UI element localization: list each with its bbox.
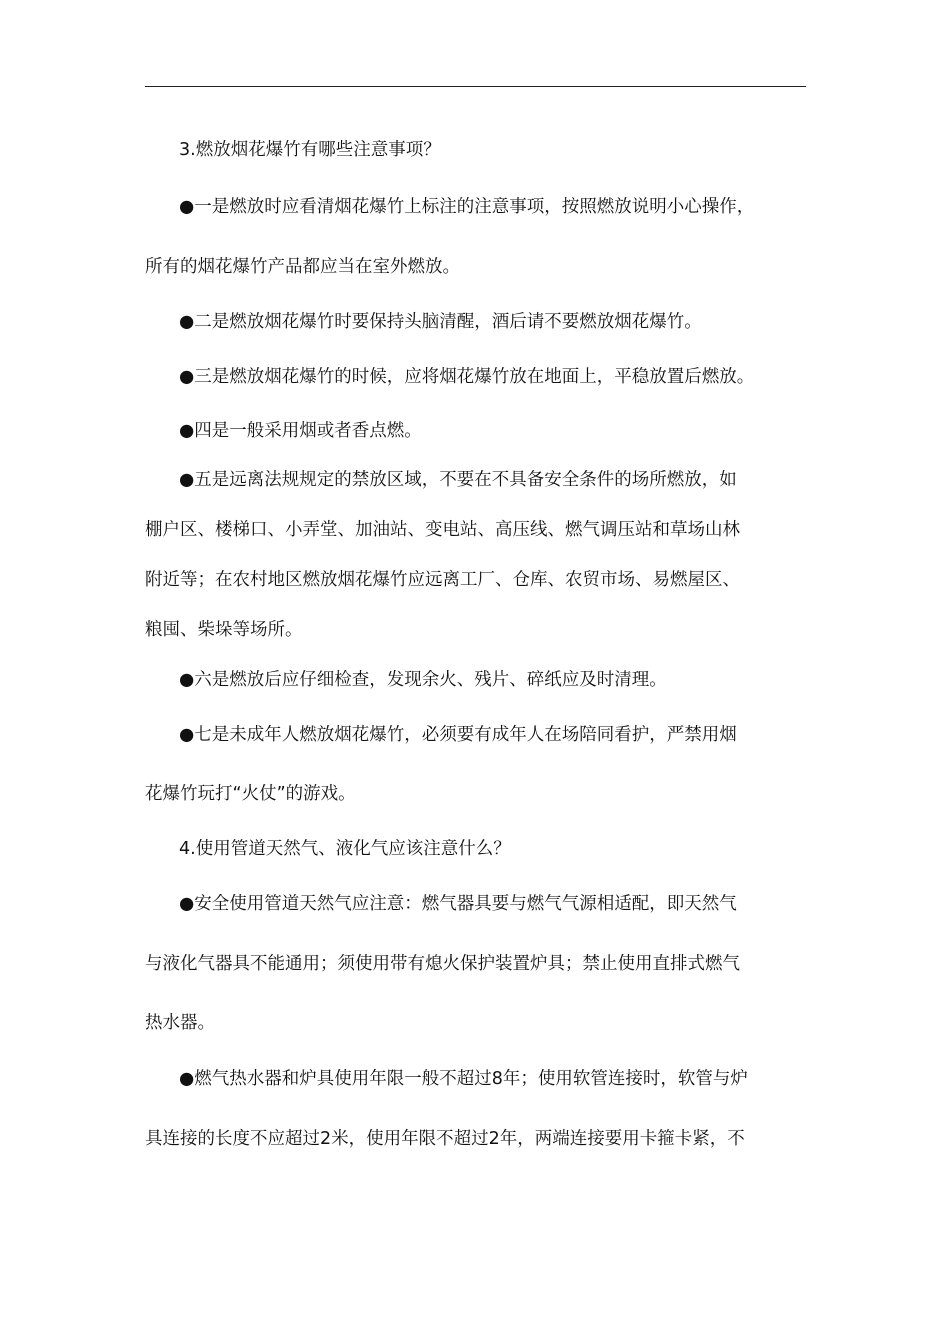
paragraph-line: ●五是远离法规规定的禁放区域，不要在不具备安全条件的场所燃放，如	[179, 470, 737, 490]
paragraph-line: 所有的烟花爆竹产品都应当在室外燃放。	[145, 257, 460, 277]
paragraph-line: ●四是一般采用烟或者香点燃。	[179, 421, 422, 441]
paragraph-line: 花爆竹玩打“火仗”的游戏。	[145, 784, 356, 804]
question-4-heading: 4.使用管道天然气、液化气应该注意什么？	[179, 839, 511, 859]
question-3-heading: 3.燃放烟花爆竹有哪些注意事项？	[179, 140, 441, 160]
paragraph-line: ●一是燃放时应看清烟花爆竹上标注的注意事项，按照燃放说明小心操作，	[179, 197, 755, 217]
paragraph-line: 粮囤、柴垛等场所。	[145, 620, 303, 640]
header-rule	[145, 86, 806, 87]
paragraph-line: ●二是燃放烟花爆竹时要保持头脑清醒，酒后请不要燃放烟花爆竹。	[179, 312, 702, 332]
paragraph-line: 附近等；在农村地区燃放烟花爆竹应远离工厂、仓库、农贸市场、易燃屋区、	[145, 570, 740, 590]
paragraph-line: ●七是未成年人燃放烟花爆竹，必须要有成年人在场陪同看护，严禁用烟	[179, 725, 737, 745]
paragraph-line: ●燃气热水器和炉具使用年限一般不超过8年；使用软管连接时，软管与炉	[179, 1069, 748, 1089]
paragraph-line: ●安全使用管道天然气应注意：燃气器具要与燃气气源相适配，即天然气	[179, 894, 737, 914]
paragraph-line: ●六是燃放后应仔细检查，发现余火、残片、碎纸应及时清理。	[179, 670, 667, 690]
paragraph-line: 棚户区、楼梯口、小弄堂、加油站、变电站、高压线、燃气调压站和草场山林	[145, 520, 740, 540]
paragraph-line: ●三是燃放烟花爆竹的时候，应将烟花爆竹放在地面上，平稳放置后燃放。	[179, 367, 755, 387]
paragraph-line: 具连接的长度不应超过2米，使用年限不超过2年，两端连接要用卡箍卡紧，不	[145, 1129, 745, 1149]
paragraph-line: 热水器。	[145, 1013, 215, 1033]
paragraph-line: 与液化气器具不能通用；须使用带有熄火保护装置炉具；禁止使用直排式燃气	[145, 954, 740, 974]
